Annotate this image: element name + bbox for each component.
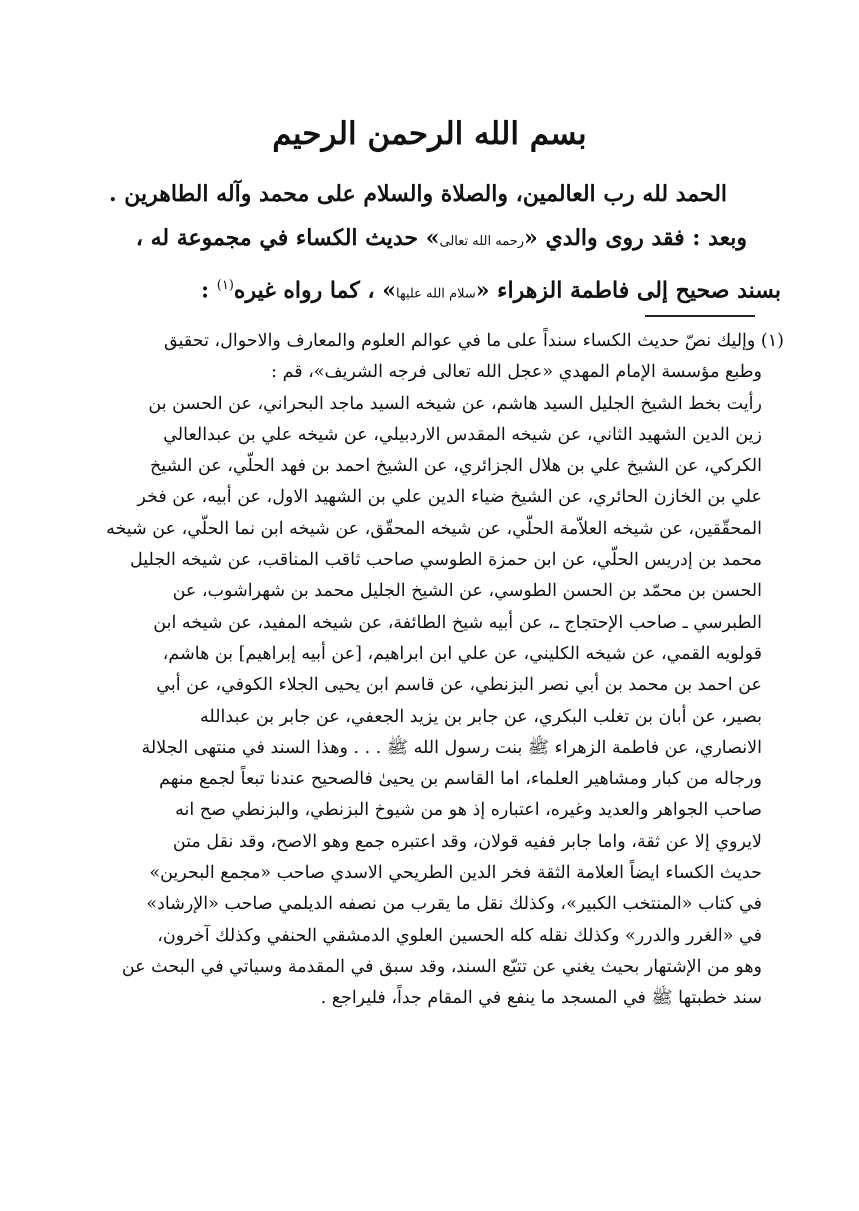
footnote-line: المحقّقين، عن شيخه العلاّمة الحلّي، عن شيخه المحقّق، عن شيخه ابن نما الحلّي، عن شيخه bbox=[106, 518, 762, 539]
footnote-line: زين الدين الشهيد الثاني، عن شيخه المقدس الاردبيلي، عن شيخه علي بن عبدالعالي bbox=[163, 424, 762, 445]
footnote-line: قولويه القمي، عن شيخه الكليني، عن علي ابن ابراهيم، [عن أبيه إبراهيم] بن هاشم، bbox=[162, 643, 762, 664]
footnote-line: الكركي، عن الشيخ علي بن هلال الجزائري، عن الشيخ احمد بن فهد الحلّي، عن الشيخ bbox=[150, 456, 762, 477]
footnote-block bbox=[92, 326, 784, 1015]
footnote-line: الحسن بن محمّد بن الحسن الطوسي، عن الشيخ الجليل محمد بن شهراشوب، عن bbox=[172, 581, 762, 602]
footnote-line: وطبع مؤسسة الإمام المهدي «عجل الله تعالى فرجه الشريف»، قم : bbox=[271, 362, 762, 383]
honorific-note-father: رحمه الله تعالى bbox=[439, 234, 525, 249]
footnote-line: بصير، عن أبان بن تغلب البكري، عن جابر بن يزيد الجعفي، عن جابر بن عبدالله bbox=[200, 706, 762, 727]
footnote-separator bbox=[645, 315, 755, 317]
chain-line-end: : bbox=[201, 277, 217, 304]
footnote-line: سند خطبتها ﷺ في المسجد ما ينفع في المقام جداً، فليراجع . bbox=[320, 988, 762, 1009]
footnote-line: رأيت بخط الشيخ الجليل السيد هاشم، عن شيخه السيد ماجد البحراني، عن الحسن بن bbox=[148, 393, 762, 414]
chain-line-start: بسند صحيح إلى فاطمة الزهراء « bbox=[475, 277, 781, 304]
footnote-line: ورجاله من كبار ومشاهير العلماء، اما القاسم بن يحيىٰ فالصحيح عندنا تبعاً لجمع منهم bbox=[159, 769, 762, 790]
footnote-line: علي بن الخازن الحائري، عن الشيخ ضياء الدين علي بن الشهيد الاول، عن أبيه، عن فخر bbox=[137, 487, 762, 508]
honorific-note-zahra: سلام الله عليها bbox=[396, 286, 476, 302]
praise-line: الحمد لله رب العالمين، والصلاة والسلام على محمد وآله الطاهرين . bbox=[108, 181, 728, 207]
footnote-line: الانصاري، عن فاطمة الزهراء ﷺ بنت رسول الله ﷺ . . . وهذا السند في منتهى الجلالة bbox=[141, 737, 762, 758]
footnote-line: (١) وإليك نصّ حديث الكساء سنداً على ما في عوالم العلوم والمعارف والاحوال، تحقيق bbox=[164, 331, 784, 351]
footnote-line: حديث الكساء ايضاً العلامة الثقة فخر الدين الطريحي الاسدي صاحب «مجمع البحرين» bbox=[149, 863, 762, 884]
intro-line-start: وبعد : فقد روى والدي « bbox=[524, 225, 747, 251]
footnote-line: الطبرسي ـ صاحب الإحتجاج ـ، عن أبيه شيخ الطائفة، عن شيخه المفيد، عن شيخه ابن bbox=[153, 612, 762, 633]
footnote-reference: (١) bbox=[216, 278, 234, 293]
main-text bbox=[95, 172, 781, 316]
footnote-line: وهو من الإشتهار بحيث يغني عن تتبّع السند، وقد سبق في المقدمة وسياتي في البحث عن bbox=[121, 956, 762, 977]
page-heading: بسم الله الرحمن الرحيم bbox=[272, 116, 587, 152]
intro-line bbox=[95, 216, 781, 264]
chain-line-mid: » ، كما رواه غيره bbox=[233, 277, 396, 304]
footnote-line: في «الغرر والدرر» وكذلك نقله كله الحسين العلوي الدمشقي الحنفي وكذلك آخرون، bbox=[157, 925, 762, 946]
footnote-line: لايروي إلا عن ثقة، واما جابر ففيه قولان، وقد اعتبره جمع وهو الاصح، وقد نقل متن bbox=[172, 831, 762, 852]
footnote-line: محمد بن إدريس الحلّي، عن ابن حمزة الطوسي صاحب ثاقب المناقب، عن شيخه الجليل bbox=[130, 550, 762, 571]
footnote-line: عن احمد بن محمد بن أبي نصر البزنطي، عن قاسم ابن يحيى الجلاء الكوفي، عن أبي bbox=[156, 675, 762, 696]
intro-line-end: » حديث الكساء في مجموعة له ، bbox=[135, 225, 440, 251]
chain-line bbox=[95, 264, 781, 316]
footnote-line: في كتاب «المنتخب الكبير»، وكذلك نقل ما يقرب من نصفه الديلمي صاحب «الإرشاد» bbox=[146, 894, 762, 915]
footnote-line: صاحب الجواهر والعديد وغيره، اعتباره إذ هو من شيوخ البزنطي، والبزنطي صح انه bbox=[175, 800, 762, 821]
